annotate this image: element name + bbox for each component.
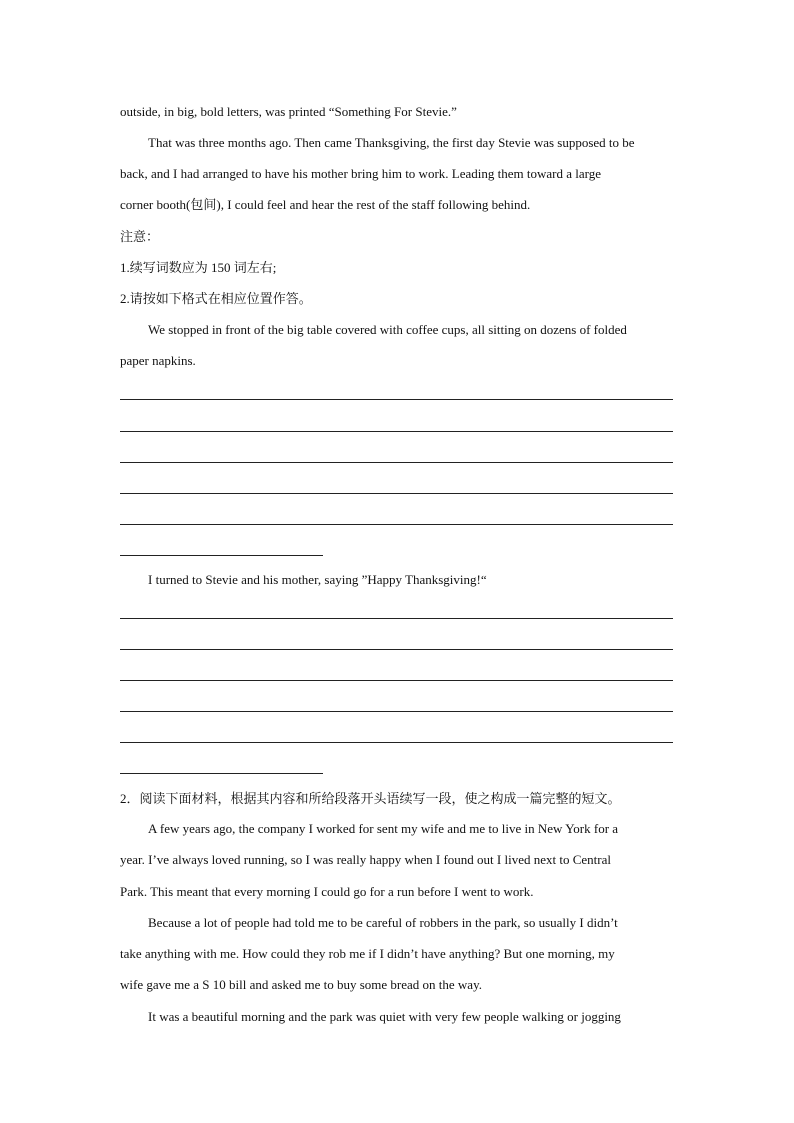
passage-line: wife gave me a S 10 bill and asked me to buy some bread on the way. <box>120 977 482 992</box>
passage-line: Because a lot of people had told me to be careful of robbers in the park, so usually I didn’t <box>148 915 618 930</box>
answer-line[interactable] <box>120 493 673 494</box>
notes-item: 1.续写词数应为 150 词左右; <box>120 260 277 275</box>
answer-line[interactable] <box>120 462 673 463</box>
passage-line: A few years ago, the company I worked for sent my wife and me to live in New York for a <box>148 821 619 836</box>
answer-line[interactable] <box>120 649 673 650</box>
passage-line: take anything with me. How could they rob me if I didn’t have anything? But one morning, my <box>120 946 615 961</box>
passage-line: That was three months ago. Then came Thanksgiving, the first day Stevie was supposed to be <box>148 135 635 150</box>
answer-line[interactable] <box>120 773 323 774</box>
answer-line[interactable] <box>120 742 673 743</box>
answer-line[interactable] <box>120 618 673 619</box>
passage-line: corner booth(包间), I could feel and hear the rest of the staff following behind. <box>120 197 531 212</box>
answer-line[interactable] <box>120 524 673 525</box>
answer-line[interactable] <box>120 431 673 432</box>
notes-heading: 注意： <box>120 229 160 244</box>
answer-line[interactable] <box>120 399 673 400</box>
answer-line[interactable] <box>120 711 673 712</box>
answer-line[interactable] <box>120 680 673 681</box>
passage-line: It was a beautiful morning and the park was quiet with very few people walking or jogging <box>148 1009 621 1024</box>
passage-line: Park. This meant that every morning I could go for a run before I went to work. <box>120 884 534 899</box>
prompt-paragraph-opening: paper napkins. <box>120 353 196 368</box>
question-instruction: 2．阅读下面材料，根据其内容和所给段落开头语续写一段，使之构成一篇完整的短文。 <box>120 791 621 806</box>
passage-line: back, and I had arranged to have his mother bring him to work. Leading them toward a large <box>120 166 601 181</box>
passage-line: year. I’ve always loved running, so I was really happy when I found out I lived next to Central <box>120 852 611 867</box>
prompt-paragraph-opening: We stopped in front of the big table covered with coffee cups, all sitting on dozens of folded <box>148 322 627 337</box>
answer-line[interactable] <box>120 555 323 556</box>
notes-item: 2.请按如下格式在相应位置作答。 <box>120 291 312 306</box>
prompt-paragraph-opening: I turned to Stevie and his mother, saying ”Happy Thanksgiving!“ <box>148 572 487 587</box>
passage-line: outside, in big, bold letters, was printed “Something For Stevie.” <box>120 104 457 119</box>
